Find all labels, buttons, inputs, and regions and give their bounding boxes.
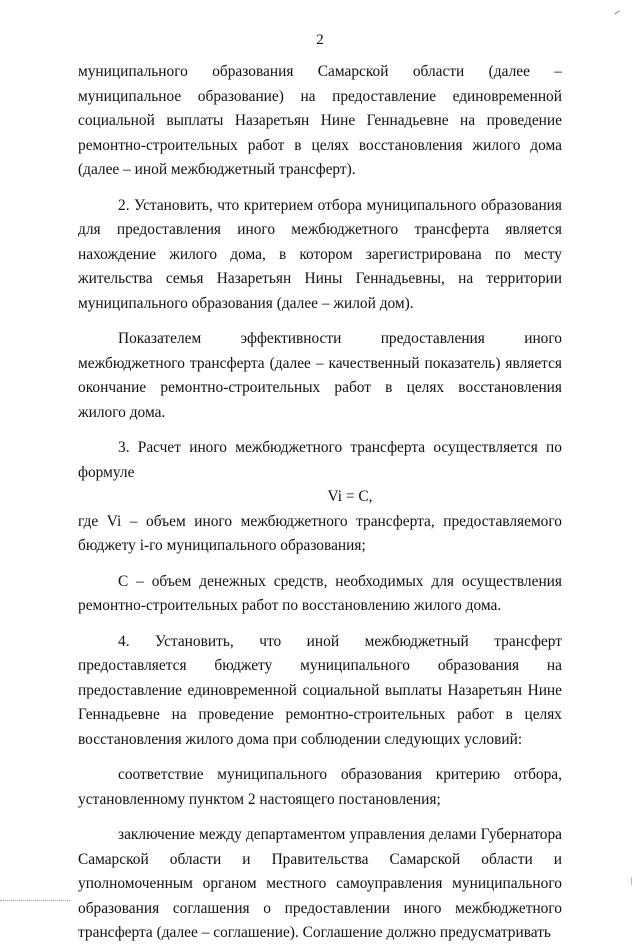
scan-mark xyxy=(631,877,632,885)
scan-edge xyxy=(0,900,70,905)
paragraph-condition-agreement: заключение между департаментом управления делами Губернатора Самарской области и Правительства Самарской области и уполномоченным органом местного самоуправления муниципального образования соглашения о предоставлении иного межбюджетного трансферта (далее – соглашение). Соглашение должно предусматривать xyxy=(78,826,562,941)
scan-mark xyxy=(614,10,619,14)
paragraph-item-3: 3. Расчет иного межбюджетного трансферта осуществляется по формуле xyxy=(78,439,562,481)
paragraph-efficiency-indicator: Показателем эффективности предоставления иного межбюджетного трансферта (далее – качественный показатель) является окончание ремонтно-строительных работ в целях восстановления жилого дома. xyxy=(78,330,562,421)
paragraph-formula-vi: где Vi – объем иного межбюджетного трансферта, предоставляемого бюджету i-го муниципального образования; xyxy=(78,512,562,554)
paragraph-formula-c: C – объем денежных средств, необходимых для осуществления ремонтно-строительных работ по восстановлению жилого дома. xyxy=(78,572,562,614)
formula: Vi = C, xyxy=(327,488,373,505)
page-number: 2 xyxy=(316,32,324,48)
paragraph-condition-criterion: соответствие муниципального образования критерию отбора, установленному пунктом 2 настоящего постановления; xyxy=(78,766,562,808)
paragraph-item-4: 4. Установить, что иной межбюджетный трансферт предоставляется бюджету муниципального образования на предоставление единовременной социальной выплаты Назаретьян Нине Геннадьевне на проведение ремонтно-строительных работ в целях восстановления жилого дома при соблюдении следующих условий: xyxy=(78,632,562,748)
paragraph-item-2: 2. Установить, что критерием отбора муниципального образования для предоставления иного межбюджетного трансферта является нахождение жилого дома, в котором зарегистрирована по месту жительства семья Назаретьян Нины Геннадьевны, на территории муниципального образования (далее – жилой дом). xyxy=(78,196,562,312)
paragraph-intro: муниципального образования Самарской области (далее – муниципальное образование) на предоставление единовременной социальной выплаты Назаретьян Нине Геннадьевне на проведение ремонтно-строительных работ в целях восстановления жилого дома (далее – иной межбюджетный трансферт). xyxy=(78,63,562,178)
document-body xyxy=(78,60,562,946)
